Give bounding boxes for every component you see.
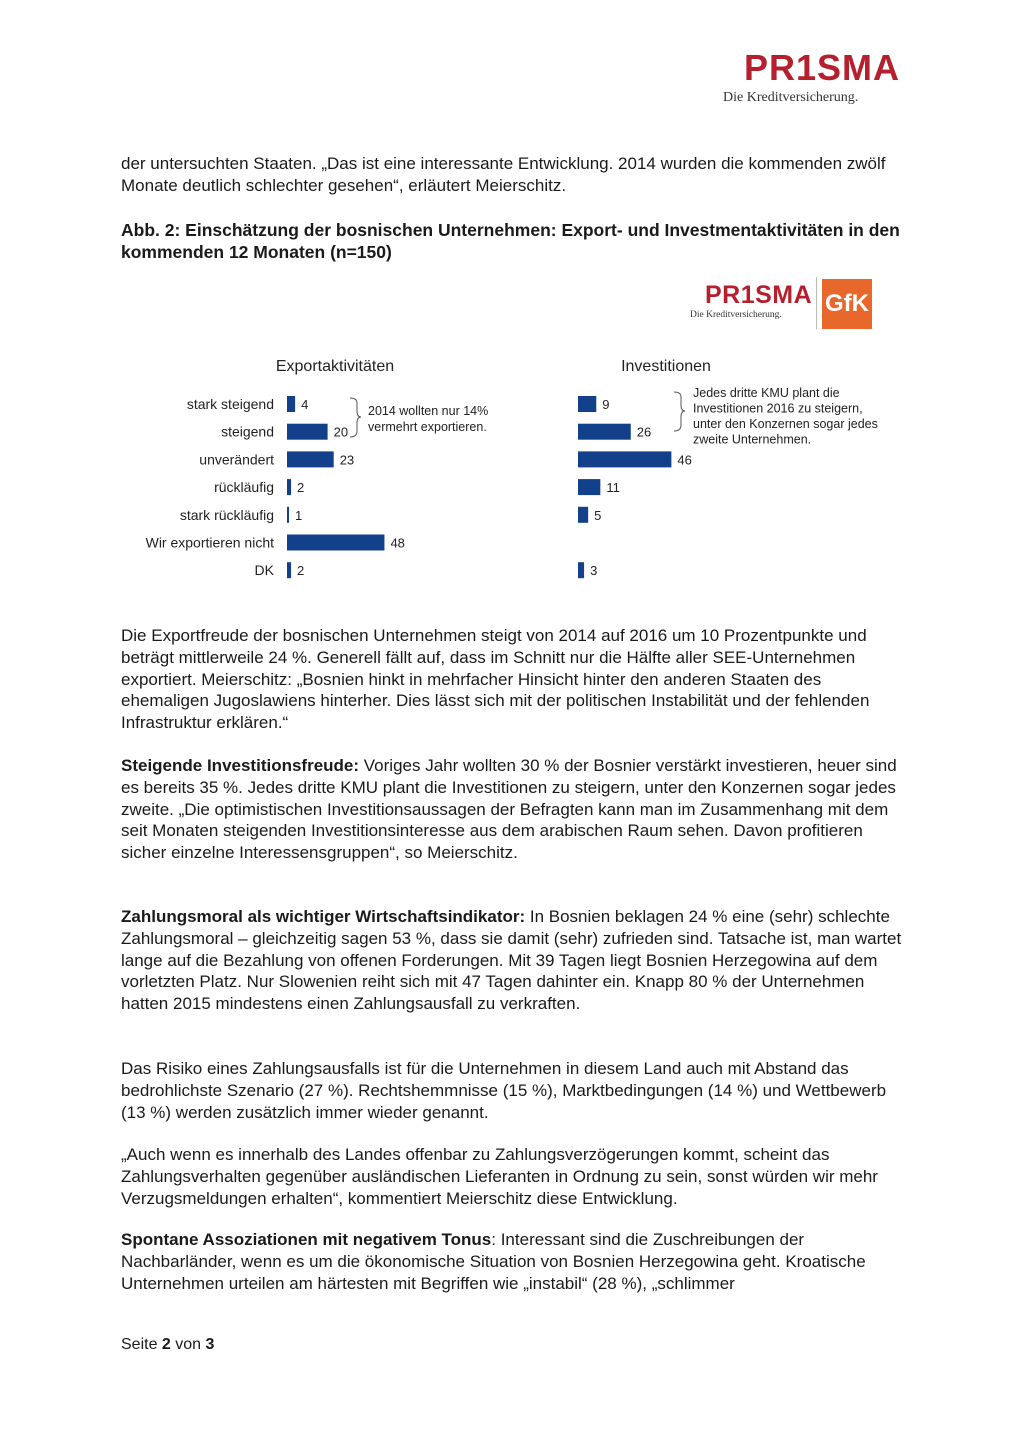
paragraph-export: Die Exportfreude der bosnischen Unternehmen steigt von 2014 auf 2016 um 10 Prozentpunkte und beträgt mittlerweile 24 %. Generell fällt auf, dass im Schnitt nur die Hälfte aller SEE-Unternehmen exportiert. Meierschitz: „Bosnien hinkt in mehrfacher Hinsicht hinter den anderen Staaten des ehemaligen Jugoslawiens hinterher. Dies lässt sich mit der politischen Instabilität und der fehlenden Infrastruktur erklären.“ bbox=[121, 626, 870, 733]
category-label: DK bbox=[254, 562, 274, 579]
bar bbox=[578, 507, 588, 523]
prisma-logo bbox=[710, 47, 900, 105]
bar-value-label: 9 bbox=[602, 397, 610, 412]
figure-prisma-subtitle: Die Kreditversicherung. bbox=[690, 310, 782, 320]
bar bbox=[578, 424, 631, 440]
category-label: rückläufig bbox=[214, 479, 274, 496]
bar bbox=[287, 562, 291, 578]
category-label: steigend bbox=[221, 423, 274, 440]
bar bbox=[287, 507, 289, 523]
bar bbox=[578, 451, 671, 467]
annotation-text-invest: Jedes dritte KMU plant die bbox=[693, 386, 840, 400]
bar-value-label: 5 bbox=[594, 507, 602, 523]
annotation-text-export: 2014 wollten nur 14% bbox=[368, 404, 489, 418]
annotation-brace-export bbox=[350, 398, 361, 437]
bar-value-label: 23 bbox=[339, 452, 355, 468]
heading-associations: Spontane Assoziationen mit negativem Tonus bbox=[121, 1230, 492, 1249]
bar-value-label: 20 bbox=[333, 424, 349, 440]
bar bbox=[287, 396, 295, 412]
bar bbox=[578, 562, 584, 578]
annotation-text-export: vermehrt exportieren. bbox=[368, 420, 487, 434]
bar bbox=[287, 451, 334, 467]
bar-value-label: 3 bbox=[590, 563, 598, 579]
bar bbox=[578, 479, 600, 495]
logo-subtitle: Die Kreditversicherung. bbox=[723, 90, 859, 105]
annotation-brace-invest bbox=[674, 392, 685, 431]
gfk-logo: GfK bbox=[822, 279, 872, 329]
bar-value-label: 46 bbox=[677, 452, 692, 468]
prisma-gfk-logo bbox=[688, 277, 878, 329]
figure-title: Abb. 2: Einschätzung der bosnischen Unternehmen: Export- und Investmentaktivitäten in den kommenden 12 Monaten (n=150) bbox=[121, 220, 900, 262]
bar bbox=[287, 424, 328, 440]
logo-wordmark: PR1SMA bbox=[743, 47, 900, 88]
bar-value-label: 11 bbox=[606, 480, 620, 496]
heading-payment: Zahlungsmoral als wichtiger Wirtschaftsindikator: bbox=[121, 907, 526, 926]
category-label: Wir exportieren nicht bbox=[145, 534, 274, 551]
chart-title-invest: Investitionen bbox=[621, 358, 711, 375]
logo-separator bbox=[816, 277, 817, 329]
page-footer bbox=[121, 1336, 214, 1354]
bar bbox=[578, 396, 596, 412]
figure-prisma-wordmark: PR1SMA bbox=[705, 281, 813, 309]
bar bbox=[287, 479, 291, 495]
bar-chart-figure bbox=[0, 345, 1019, 590]
paragraph-payment bbox=[121, 906, 911, 1015]
bar bbox=[287, 535, 384, 551]
annotation-text-invest: unter den Konzernen sogar jedes bbox=[693, 417, 878, 431]
footer-middle: von bbox=[170, 1336, 206, 1353]
bar-value-label: 26 bbox=[636, 424, 652, 440]
paragraph-associations bbox=[121, 1229, 911, 1294]
annotation-text-invest: Investitionen 2016 zu steigern, bbox=[693, 401, 863, 416]
category-label: unverändert bbox=[199, 451, 274, 468]
annotation-text-invest: zweite Unternehmen. bbox=[693, 432, 812, 447]
paragraph-investment bbox=[121, 755, 911, 864]
heading-investment: Steigende Investitionsfreude: bbox=[121, 756, 360, 775]
chart-title-export: Exportaktivitäten bbox=[275, 358, 395, 375]
bar-value-label: 2 bbox=[297, 480, 305, 496]
bar-value-label: 4 bbox=[301, 397, 309, 412]
paragraph-risk: Das Risiko eines Zahlungsausfalls ist für die Unternehmen in diesem Land auch mit Abstand das bedrohlichste Szenario (27 %). Rechtshemmnisse (15 %), Marktbedingungen (14 %) und Wettbewerb (13 %) werden zusätzlich immer wieder genannt. bbox=[121, 1059, 887, 1122]
footer-prefix: Seite bbox=[121, 1336, 162, 1353]
bar-value-label: 2 bbox=[297, 563, 305, 579]
paragraph-intro: der untersuchten Staaten. „Das ist eine interessante Entwicklung. 2014 wurden die kommenden zwölf Monate deutlich schlechter gesehen“, erläutert Meierschitz. bbox=[121, 154, 886, 195]
text-payment: In Bosnien beklagen 24 % eine (sehr) schlechte Zahlungsmoral – gleichzeitig sagen 53 %, dass sie damit (sehr) zufrieden sind. Tatsache ist, man wartet lange auf die Bezahlung von offenen Forderungen. Mit 39 Tagen liegt Bosnien Herzegowina auf dem vorletzten Platz. Nur Slowenien reiht sich mit 47 Tagen dahinter ein. Knapp 80 % der Unternehmen hatten 2015 mindestens einen Zahlungsausfall zu verkraften. bbox=[121, 907, 902, 1014]
bar-value-label: 1 bbox=[295, 507, 303, 523]
category-label: stark steigend bbox=[186, 396, 274, 412]
footer-page: 2 bbox=[161, 1336, 171, 1353]
footer-total: 3 bbox=[205, 1336, 215, 1353]
paragraph-quote: „Auch wenn es innerhalb des Landes offenbar zu Zahlungsverzögerungen kommt, scheint das Zahlungsverhalten gegenüber ausländischen Lieferanten in Ordnung zu sein, sonst würden wir mehr Verzugsmeldungen erhalten“, kommentiert Meierschitz diese Entwicklung. bbox=[121, 1145, 878, 1208]
category-label: stark rückläufig bbox=[179, 506, 274, 523]
text-associations: : Interessant sind die Zuschreibungen der Nachbarländer, wenn es um die ökonomische Situation von Bosnien Herzegowina geht. Kroatische Unternehmen urteilen am härtesten mit Begriffen wie „instabil“ (28 %), „schlimmer bbox=[121, 1230, 866, 1293]
bar-value-label: 48 bbox=[390, 535, 405, 551]
text-investment: Voriges Jahr wollten 30 % der Bosnier verstärkt investieren, heuer sind es bereits 35 %. Jedes dritte KMU plant die Investitionen zu steigern, unter den Konzernen sogar jedes zweite. „Die optimistischen Investitionsaussagen der Befragten kann man im Zusammenhang mit dem seit Monaten steigenden Investitionsinteresse aus dem arabischen Raum sehen. Davon profitieren sicher einzelne Interessensgruppen“, so Meierschitz. bbox=[121, 756, 897, 863]
